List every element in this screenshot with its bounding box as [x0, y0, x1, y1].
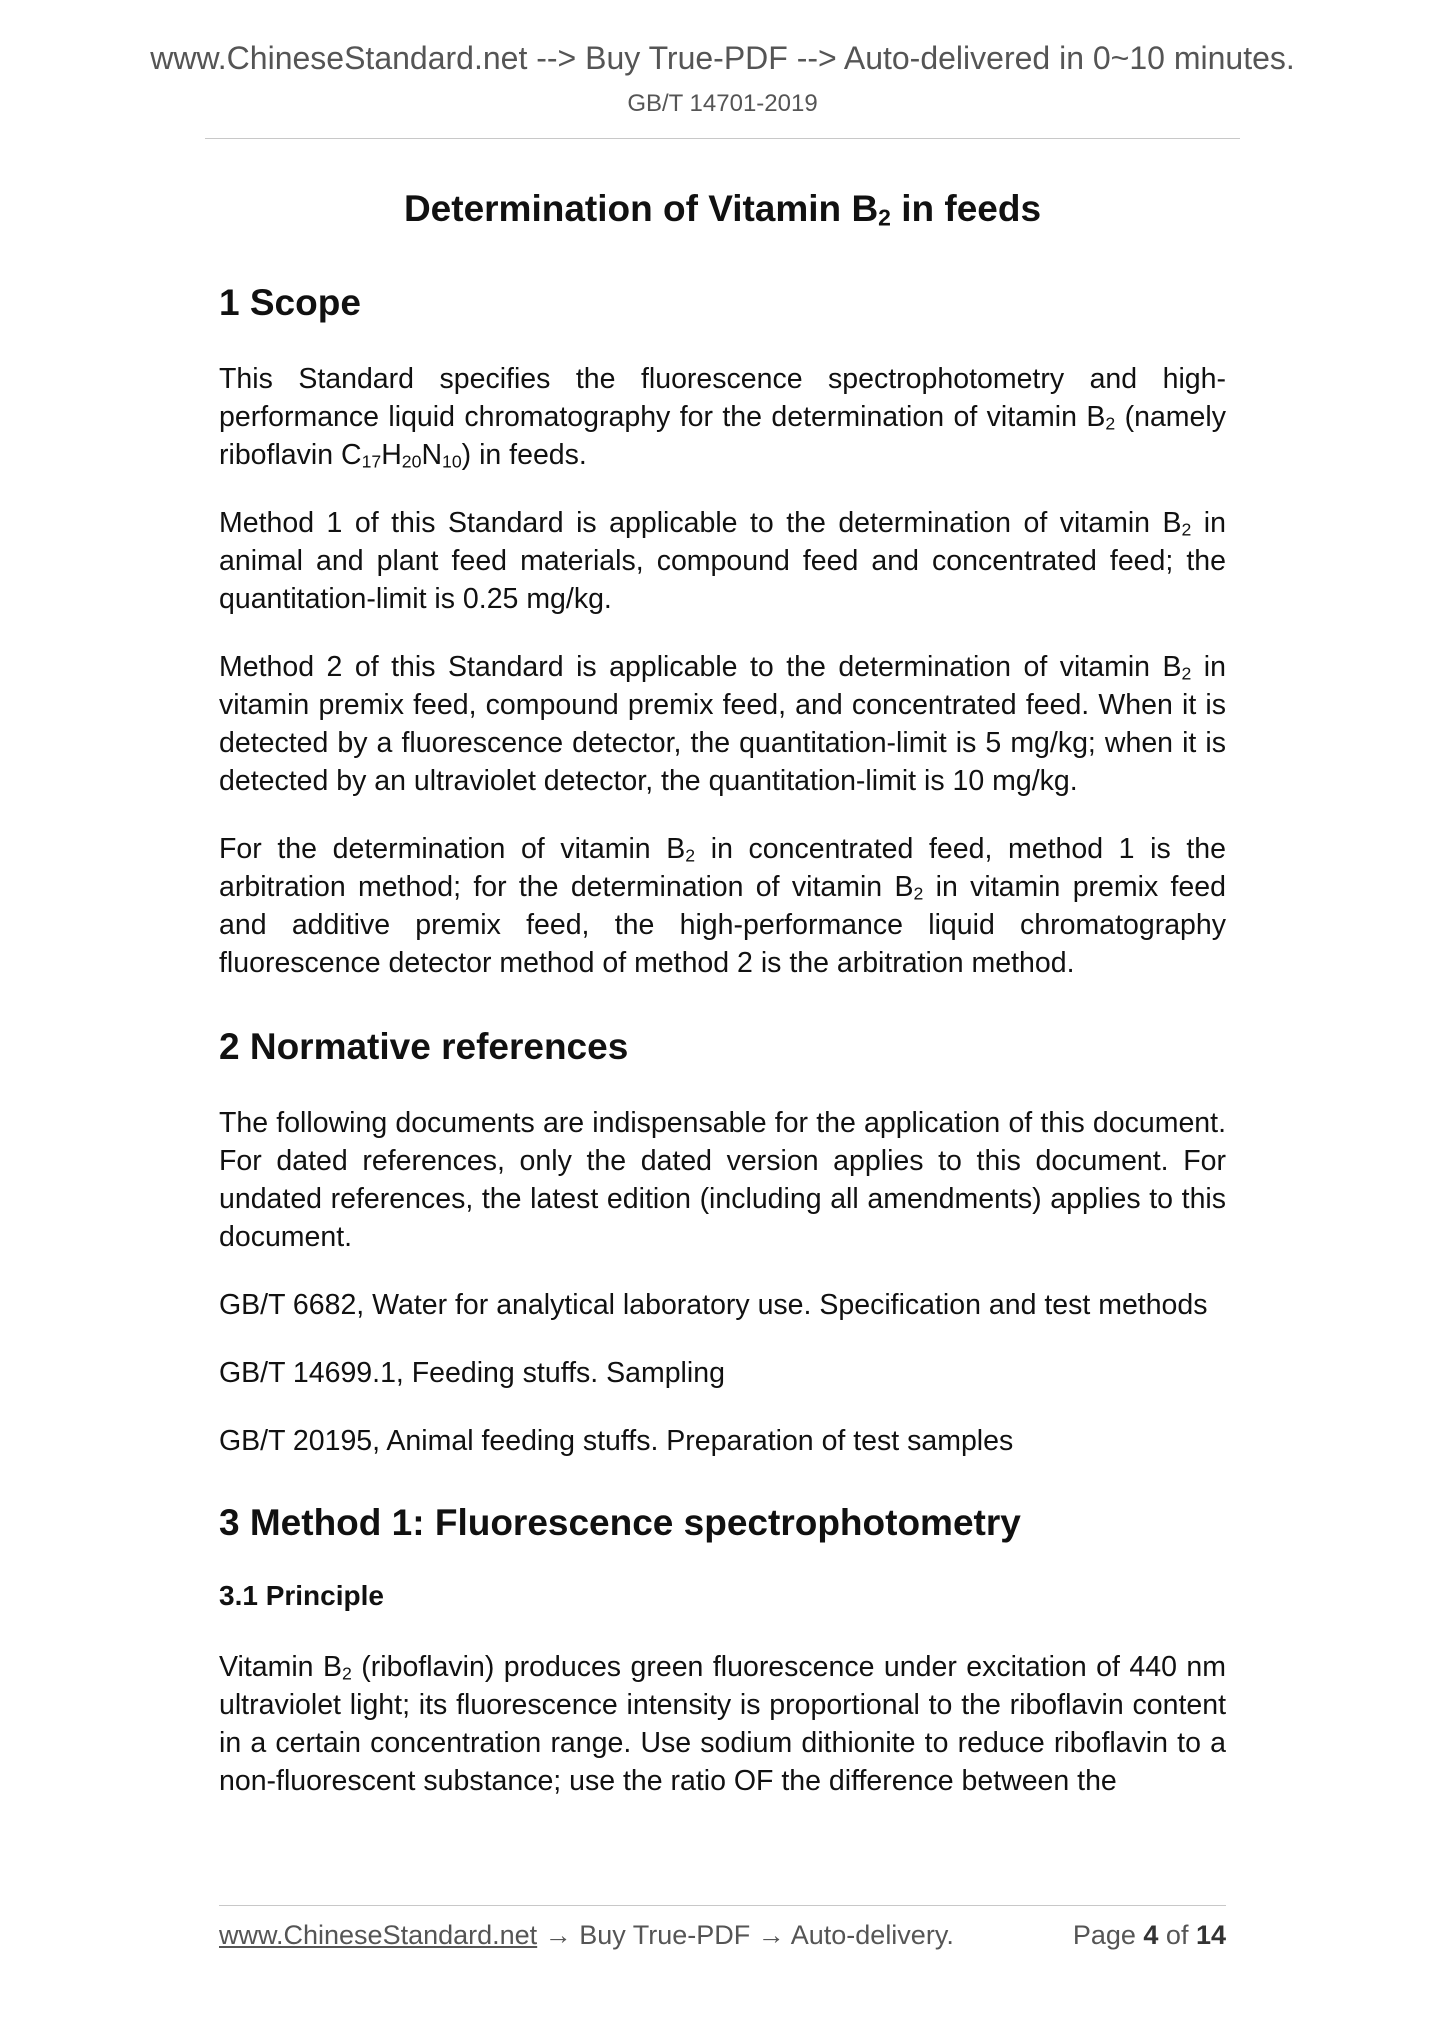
- page-number: [1073, 1920, 1226, 1951]
- section-1-heading: 1 Scope: [219, 282, 361, 323]
- subscript: 2: [1105, 413, 1116, 434]
- text: Vitamin B: [219, 1651, 342, 1683]
- text: in vitamin premix feed, compound premix feed, and concentrated feed. When it is detected by a fluorescence detector, the quantitation-limit is 5 mg/kg; when it is detected by an ultraviolet detector, the quantitation-limit is 10 mg/kg.: [219, 651, 1226, 797]
- title-text: Determination of Vitamin B: [403, 188, 879, 229]
- scope-paragraph-1: [219, 360, 1226, 474]
- of-label: of: [1158, 1920, 1196, 1950]
- header-divider: [205, 138, 1240, 139]
- subscript: 17: [361, 451, 382, 472]
- references-intro: The following documents are indispensable for the application of this document. For dated references, only the dated version applies to this document. For undated references, the latest edition (including all amendments) applies to this document.: [219, 1107, 1226, 1253]
- text: Method 1 of this Standard is applicable to the determination of vitamin B: [219, 507, 1182, 539]
- text: This Standard specifies the fluorescence spectrophotometry and high-performance liquid chromatography for the determination of vitamin B: [219, 363, 1226, 433]
- section-3-heading: 3 Method 1: Fluorescence spectrophotometry: [219, 1502, 1021, 1543]
- section-2-heading: 2 Normative references: [219, 1026, 629, 1067]
- scope-paragraph-4: [219, 830, 1226, 982]
- scope-paragraph-2: [219, 504, 1226, 618]
- text: in animal and plant feed materials, compound feed and concentrated feed; the quantitation-limit is 0.25 mg/kg.: [219, 507, 1226, 615]
- text: Method 2 of this Standard is applicable to the determination of vitamin B: [219, 651, 1182, 683]
- section-3-1-heading: 3.1 Principle: [219, 1580, 384, 1611]
- text: in concentrated feed, method 1 is the arbitration method; for the determination of vitamin B: [219, 833, 1227, 903]
- text: (riboflavin) produces green fluorescence under excitation of 440 nm ultraviolet light; its fluorescence intensity is proportional to the riboflavin content in a certain concentration range. Use sodium dithionite to reduce riboflavin to a non-fluorescent substance; use the ratio OF the difference between the: [219, 1651, 1226, 1797]
- footer-links: [219, 1920, 954, 1951]
- document-title: [219, 188, 1226, 230]
- text: For the determination of vitamin B: [219, 833, 686, 865]
- header-banner: www.ChineseStandard.net --> Buy True-PDF --> Auto-delivered in 0~10 minutes.: [150, 40, 1295, 76]
- text: N: [421, 439, 443, 471]
- subscript: 2: [685, 845, 696, 866]
- subscript: 20: [401, 451, 422, 472]
- text: (namely riboflavin C: [219, 401, 1226, 471]
- page-label: Page: [1072, 1920, 1144, 1950]
- reference-item: GB/T 20195, Animal feeding stuffs. Preparation of test samples: [219, 1425, 1014, 1457]
- reference-item: GB/T 14699.1, Feeding stuffs. Sampling: [219, 1357, 725, 1389]
- subscript: 2: [1181, 663, 1192, 684]
- footer-text: → Buy True-PDF → Auto-delivery.: [537, 1920, 954, 1950]
- scope-paragraph-3: [219, 648, 1226, 800]
- subscript: 2: [342, 1663, 352, 1684]
- standard-code: GB/T 14701-2019: [627, 90, 818, 117]
- reference-item: GB/T 6682, Water for analytical laboratory use. Specification and test methods: [219, 1289, 1208, 1321]
- principle-paragraph: [219, 1648, 1226, 1800]
- current-page: 4: [1143, 1920, 1159, 1950]
- text: ) in feeds.: [461, 439, 587, 471]
- footer-divider: [219, 1905, 1226, 1906]
- title-subscript: 2: [878, 204, 891, 231]
- document-body: [219, 188, 1226, 1830]
- text: H: [381, 439, 402, 471]
- subscript: 2: [913, 883, 924, 904]
- total-pages: 14: [1195, 1920, 1226, 1950]
- title-text-end: in feeds: [890, 188, 1042, 229]
- subscript: 2: [1181, 519, 1192, 540]
- text: in vitamin premix feed and additive premix feed, the high-performance liquid chromatography fluorescence detector method of method 2 is the arbitration method.: [219, 871, 1226, 979]
- subscript: 10: [442, 451, 462, 472]
- footer-site-link[interactable]: www.ChineseStandard.net: [219, 1920, 538, 1950]
